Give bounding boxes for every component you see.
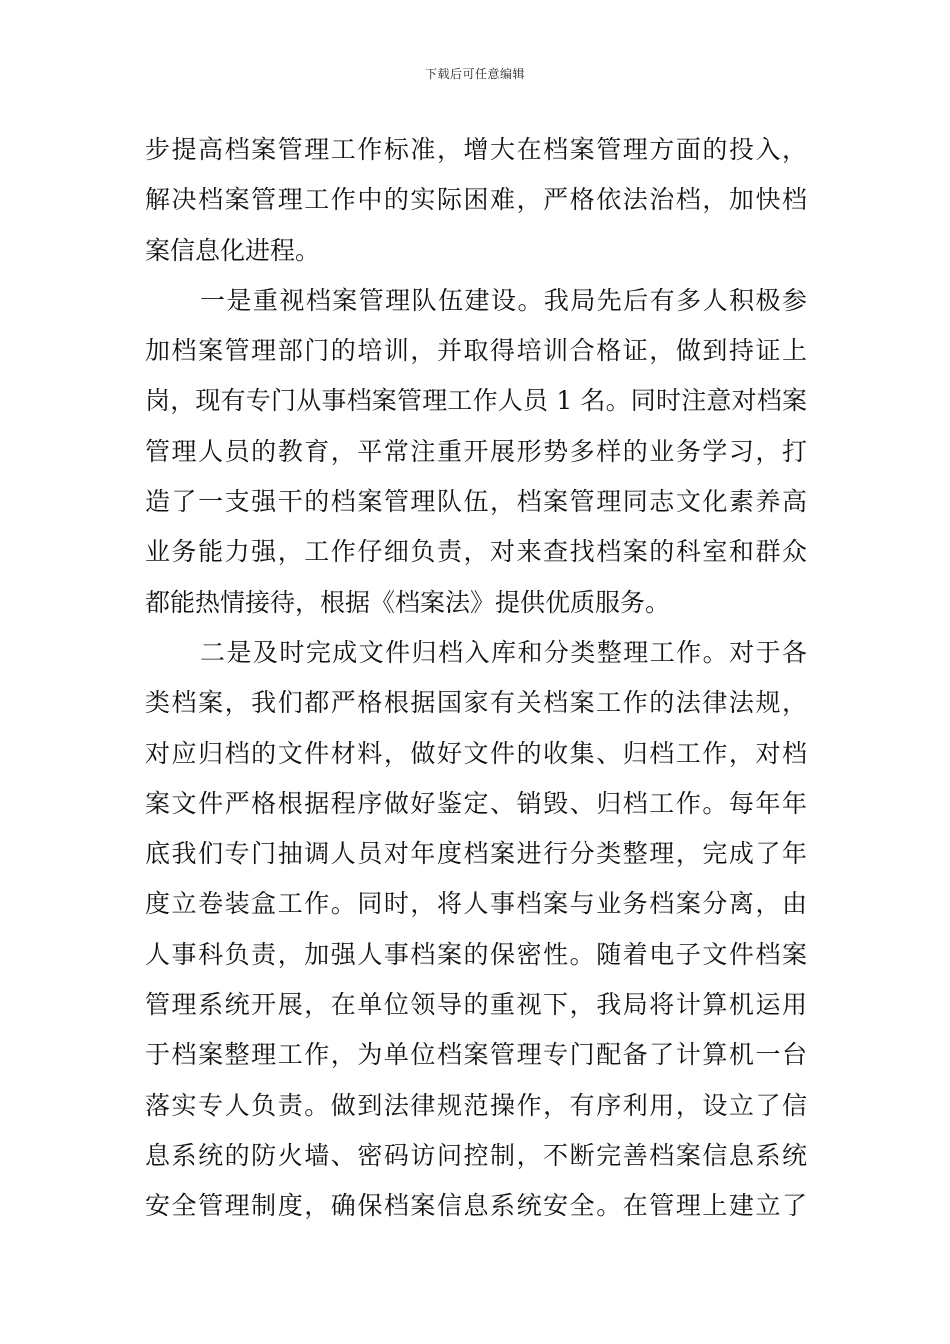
header-note: 下载后可任意编辑 [424,67,525,81]
text-line-12: 类档案，我们都严格根据国家有关档案工作的法律法规， [145,688,807,718]
text-line-21: 息系统的防火墙、密码访问控制，不断完善档案信息系统 [145,1140,807,1170]
text-line-15: 底我们专门抽调人员对年度档案进行分类整理，完成了年 [145,839,807,869]
text-line-20: 落实专人负责。做到法律规范操作，有序利用，设立了信 [145,1090,807,1120]
text-line-4: 一是重视档案管理队伍建设。我局先后有多人积极参 [200,285,807,315]
body-text [145,125,807,1232]
text-line-3: 案信息化进程。 [145,235,321,265]
text-line-8: 造了一支强干的档案管理队伍，档案管理同志文化素养高 [145,487,807,517]
text-line-14: 案文件严格根据程序做好鉴定、销毁、归档工作。每年年 [145,788,807,818]
text-line-19: 于档案整理工作，为单位档案管理专门配备了计算机一台 [145,1040,807,1070]
text-line-10: 都能热情接待，根据《档案法》提供优质服务。 [145,587,671,617]
text-line-16: 度立卷装盒工作。同时，将人事档案与业务档案分离，由 [145,889,807,919]
text-line-17: 人事科负责，加强人事档案的保密性。随着电子文件档案 [145,939,807,969]
text-line-9: 业务能力强，工作仔细负责，对来查找档案的科室和群众 [145,537,807,567]
text-line-11: 二是及时完成文件归档入库和分类整理工作。对于各 [200,637,807,667]
text-line-1: 步提高档案管理工作标准，增大在档案管理方面的投入， [145,135,807,164]
text-line-5: 加档案管理部门的培训，并取得培训合格证，做到持证上 [145,336,807,366]
text-line-22: 安全管理制度，确保档案信息系统安全。在管理上建立了 [145,1191,807,1221]
text-line-18: 管理系统开展，在单位领导的重视下，我局将计算机运用 [145,990,807,1020]
text-line-6: 岗，现有专门从事档案管理工作人员 1 名。同时注意对档案 [145,386,807,416]
text-line-7: 管理人员的教育，平常注重开展形势多样的业务学习，打 [145,436,807,466]
text-line-2: 解决档案管理工作中的实际困难，严格依法治档，加快档 [145,185,807,215]
text-line-13: 对应归档的文件材料，做好文件的收集、归档工作，对档 [145,738,807,768]
